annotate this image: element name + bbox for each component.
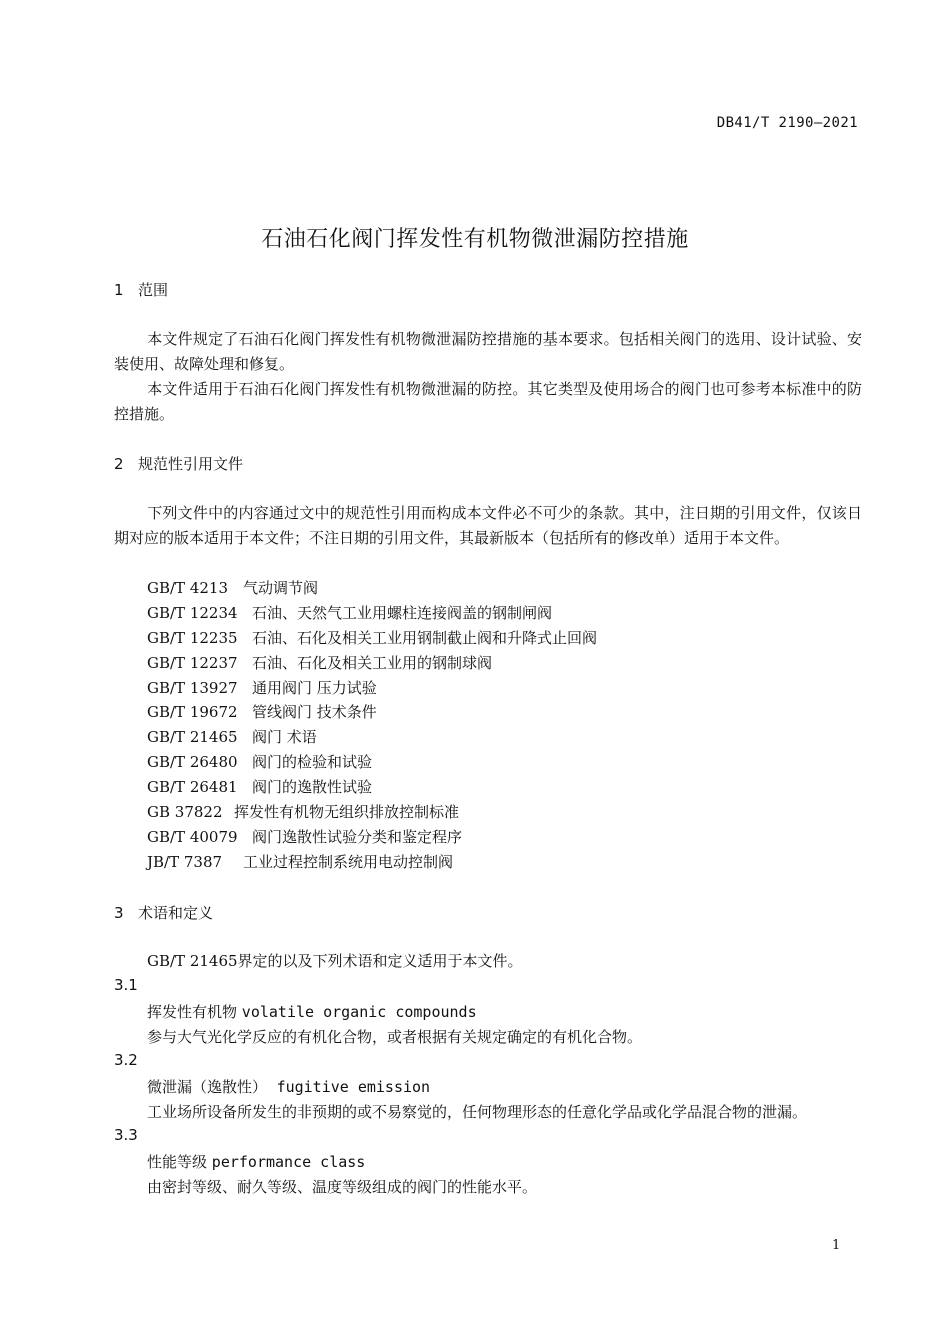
term-name-chinese: 挥发性有机物: [147, 1003, 238, 1021]
reference-name: 阀门的检验和试验: [252, 753, 373, 772]
scope-paragraph-2: [114, 377, 862, 427]
normative-references-paragraph: [114, 501, 862, 551]
document-title: 石油石化阀门挥发性有机物微泄漏防控措施: [261, 227, 689, 252]
reference-name: 石油、石化及相关工业用钢制截止阀和升降式止回阀: [252, 628, 598, 647]
reference-name: 通用阀门 压力试验: [252, 678, 377, 697]
reference-code: GB/T 26480: [147, 753, 238, 772]
reference-item: [147, 626, 597, 651]
reference-name: 阀门的逸散性试验: [252, 778, 373, 797]
reference-item: [147, 576, 597, 601]
reference-item: [147, 601, 597, 626]
section-number: 1: [114, 281, 124, 299]
reference-code: JB/T 7387: [147, 852, 223, 871]
section-number: 3: [114, 904, 124, 922]
reference-name: 气动调节阀: [243, 579, 319, 597]
term-name-english: performance class: [211, 1153, 366, 1171]
reference-item: [147, 725, 597, 750]
scope-paragraph-1: [114, 327, 862, 377]
term-name-english: fugitive emission: [276, 1078, 431, 1096]
reference-code: GB/T 40079: [147, 827, 238, 846]
term-name-chinese: 性能等级: [147, 1153, 208, 1171]
section-1-heading: [114, 279, 168, 300]
paragraph-text: 本文件规定了石油石化阀门挥发性有机物微泄漏防控措施的基本要求。包括相关阀门的选用、设计试验、安装使用、故障处理和修复。: [114, 330, 862, 373]
reference-code: GB/T 12234: [147, 603, 238, 622]
reference-list: [147, 576, 597, 875]
reference-code: GB/T 12237: [147, 653, 238, 672]
reference-item: [147, 651, 597, 676]
section-title: 范围: [138, 281, 169, 299]
reference-name: 阀门逸散性试验分类和鉴定程序: [252, 827, 463, 846]
reference-code: GB/T 4213: [147, 579, 229, 597]
reference-code: GB 37822: [147, 803, 223, 822]
reference-item: [147, 775, 597, 800]
term-number: 3.3: [114, 1126, 138, 1144]
section-title: 术语和定义: [138, 904, 214, 922]
reference-item: [147, 825, 597, 850]
reference-code: GB/T 13927: [147, 678, 238, 697]
section-number: 2: [114, 455, 124, 473]
term-number: 3.1: [114, 976, 138, 994]
page-number: 1: [832, 1238, 841, 1253]
term-name-english: volatile organic compounds: [241, 1003, 477, 1021]
reference-code: GB/T 26481: [147, 778, 238, 797]
term-definition: 工业场所设备所发生的非预期的或不易察觉的，任何物理形态的任意化学品或化学品混合物的泄漏。: [147, 1103, 808, 1121]
reference-code: GB/T 19672: [147, 703, 238, 722]
reference-name: 阀门 术语: [252, 728, 317, 747]
term-definition: 由密封等级、耐久等级、温度等级组成的阀门的性能水平。: [147, 1178, 538, 1196]
reference-code: GB/T 21465: [147, 728, 238, 747]
reference-item: [147, 700, 597, 725]
terms-intro: GB/T 21465界定的以及下列术语和定义适用于本文件。: [147, 952, 523, 970]
term-name: [147, 1076, 430, 1097]
reference-item: [147, 750, 597, 775]
term-definition: 参与大气光化学反应的有机化合物，或者根据有关规定确定的有机化合物。: [147, 1028, 643, 1046]
reference-item: [147, 676, 597, 701]
reference-name: 挥发性有机物无组织排放控制标准: [234, 803, 460, 822]
reference-name: 管线阀门 技术条件: [252, 703, 377, 722]
reference-code: GB/T 12235: [147, 628, 238, 647]
reference-name: 石油、天然气工业用螺柱连接阀盖的钢制闸阀: [252, 603, 553, 622]
document-code: DB41/T 2190—2021: [716, 115, 858, 131]
term-name-chinese: 微泄漏（逸散性）: [147, 1078, 268, 1096]
reference-name: 石油、石化及相关工业用的钢制球阀: [252, 653, 493, 672]
reference-name: 工业过程控制系统用电动控制阀: [243, 852, 454, 871]
reference-item: [147, 850, 597, 875]
paragraph-text: 下列文件中的内容通过文中的规范性引用而构成本文件必不可少的条款。其中，注日期的引用文件，仅该日期对应的版本适用于本文件；不注日期的引用文件，其最新版本（包括所有的修改单）适用于本文件。: [114, 504, 862, 547]
section-3-heading: [114, 902, 213, 923]
term-name: [147, 1001, 477, 1022]
reference-item: [147, 800, 597, 825]
section-2-heading: [114, 453, 243, 474]
paragraph-text: 本文件适用于石油石化阀门挥发性有机物微泄漏的防控。其它类型及使用场合的阀门也可参考本标准中的防控措施。: [114, 380, 862, 423]
section-title: 规范性引用文件: [138, 455, 244, 473]
term-name: [147, 1151, 365, 1172]
term-number: 3.2: [114, 1051, 138, 1069]
